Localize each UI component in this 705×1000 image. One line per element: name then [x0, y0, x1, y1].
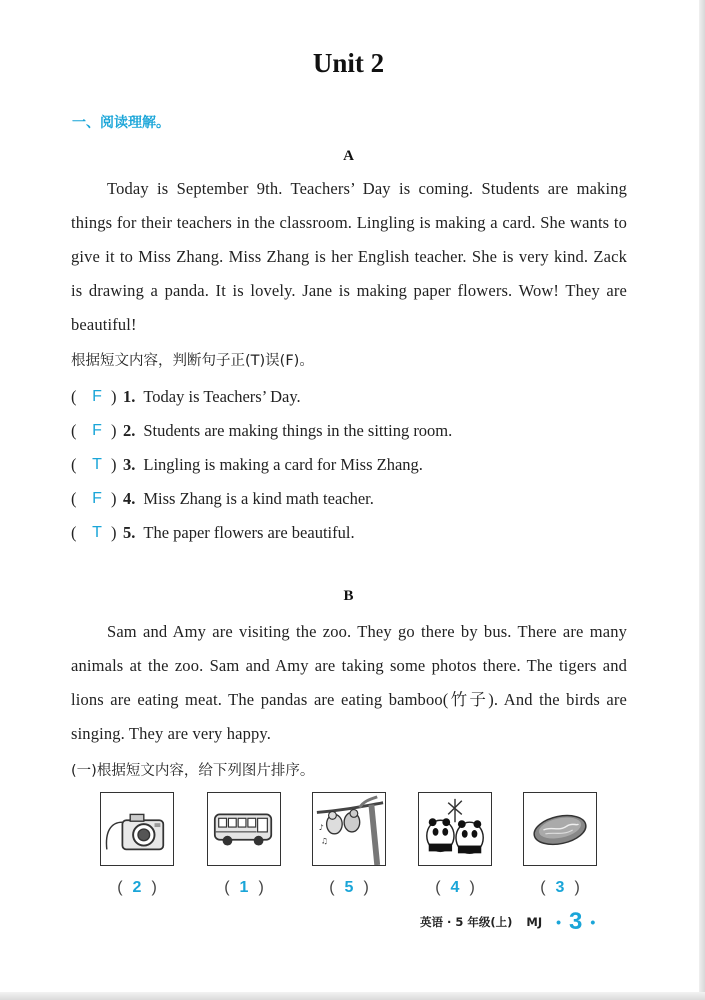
question-text: Today is Teachers’ Day.: [143, 387, 301, 406]
close-paren: ): [111, 387, 117, 406]
series-label: MJ: [526, 915, 543, 929]
question-number: 1.: [123, 387, 136, 406]
tf-answer: T: [92, 524, 102, 541]
question-text: Students are making things in the sitting room.: [143, 421, 453, 440]
close-paren: ): [469, 879, 475, 896]
question-number: 5.: [123, 523, 136, 542]
passage-b-label: B: [343, 588, 354, 604]
question-number: 3.: [123, 455, 136, 474]
close-paren: ): [151, 879, 157, 896]
tf-answer: T: [92, 456, 102, 473]
picture-answer: [204, 879, 284, 897]
open-paren: (: [224, 879, 230, 896]
picture-answer: [415, 879, 495, 897]
tf-answer: F: [92, 422, 102, 439]
tf-answer: F: [92, 490, 102, 507]
order-number: 2: [132, 879, 142, 896]
open-paren: (: [435, 879, 441, 896]
open-paren: (: [117, 879, 123, 896]
close-paren: ): [111, 421, 117, 440]
open-paren: (: [540, 879, 546, 896]
close-paren: ): [574, 879, 580, 896]
open-paren: (: [71, 489, 77, 508]
tf-question: [71, 380, 452, 414]
picture-ordering-row: [0, 792, 705, 902]
tf-question: [71, 516, 452, 550]
passage-a-label: A: [343, 148, 354, 164]
question-text: Miss Zhang is a kind math teacher.: [143, 489, 374, 508]
close-paren: ): [111, 455, 117, 474]
page-number: [556, 908, 595, 936]
close-paren: ): [258, 879, 264, 896]
bullet-left: •: [556, 914, 562, 930]
camera-icon: [100, 792, 174, 866]
svg-text:♪: ♪: [318, 822, 324, 832]
grade-label: 英语 · 5 年级(上): [420, 915, 513, 929]
order-number: 4: [450, 879, 460, 896]
open-paren: (: [329, 879, 335, 896]
tf-question: [71, 482, 452, 516]
question-number: 4.: [123, 489, 136, 508]
page-edge-bottom: [0, 992, 705, 1000]
tf-question: [71, 414, 452, 448]
close-paren: ): [111, 489, 117, 508]
bullet-right: •: [590, 914, 596, 930]
passage-b-instruction: (一)根据短文内容，给下列图片排序。: [71, 763, 315, 779]
page-title: Unit 2: [312, 48, 385, 78]
pandas-icon: [418, 792, 492, 866]
page-number-value: 3: [569, 908, 583, 935]
page-footer: [420, 908, 595, 936]
question-text: Lingling is making a card for Miss Zhang.: [143, 455, 423, 474]
open-paren: (: [71, 455, 77, 474]
true-false-questions: [71, 380, 452, 550]
order-number: 5: [344, 879, 354, 896]
order-number: 3: [555, 879, 565, 896]
passage-b-text: Sam and Amy are visiting the zoo. They go there by bus. There are many animals at the zoo. Sam and Amy are taking some photos there. The tigers and lions are eating meat. The pandas are eating bamboo(竹子). And the birds are singing. They are very happy.: [71, 622, 627, 743]
open-paren: (: [71, 421, 77, 440]
meat-icon: [523, 792, 597, 866]
svg-text:♫: ♫: [320, 836, 328, 846]
section-heading-reading: 一、阅读理解。: [72, 115, 170, 131]
picture-answer: [97, 879, 177, 897]
order-number: 1: [239, 879, 249, 896]
birds-icon: [312, 792, 386, 866]
picture-answer: [309, 879, 389, 897]
passage-a-text: Today is September 9th. Teachers’ Day is coming. Students are making things for their teachers in the classroom. Lingling is making a card. She wants to give it to Miss Zhang. Miss Zhang is her English teacher. She is very kind. Zack is drawing a panda. It is lovely. Jane is making paper flowers. Wow! They are beautiful!: [71, 179, 627, 334]
tf-answer: F: [92, 388, 102, 405]
passage-a-instruction: 根据短文内容，判断句子正(T)误(F)。: [71, 353, 314, 369]
tf-question: [71, 448, 452, 482]
page-edge-right: [699, 0, 705, 1000]
bus-icon: [207, 792, 281, 866]
open-paren: (: [71, 387, 77, 406]
picture-answer: [520, 879, 600, 897]
open-paren: (: [71, 523, 77, 542]
question-text: The paper flowers are beautiful.: [143, 523, 355, 542]
close-paren: ): [363, 879, 369, 896]
question-number: 2.: [123, 421, 136, 440]
close-paren: ): [111, 523, 117, 542]
